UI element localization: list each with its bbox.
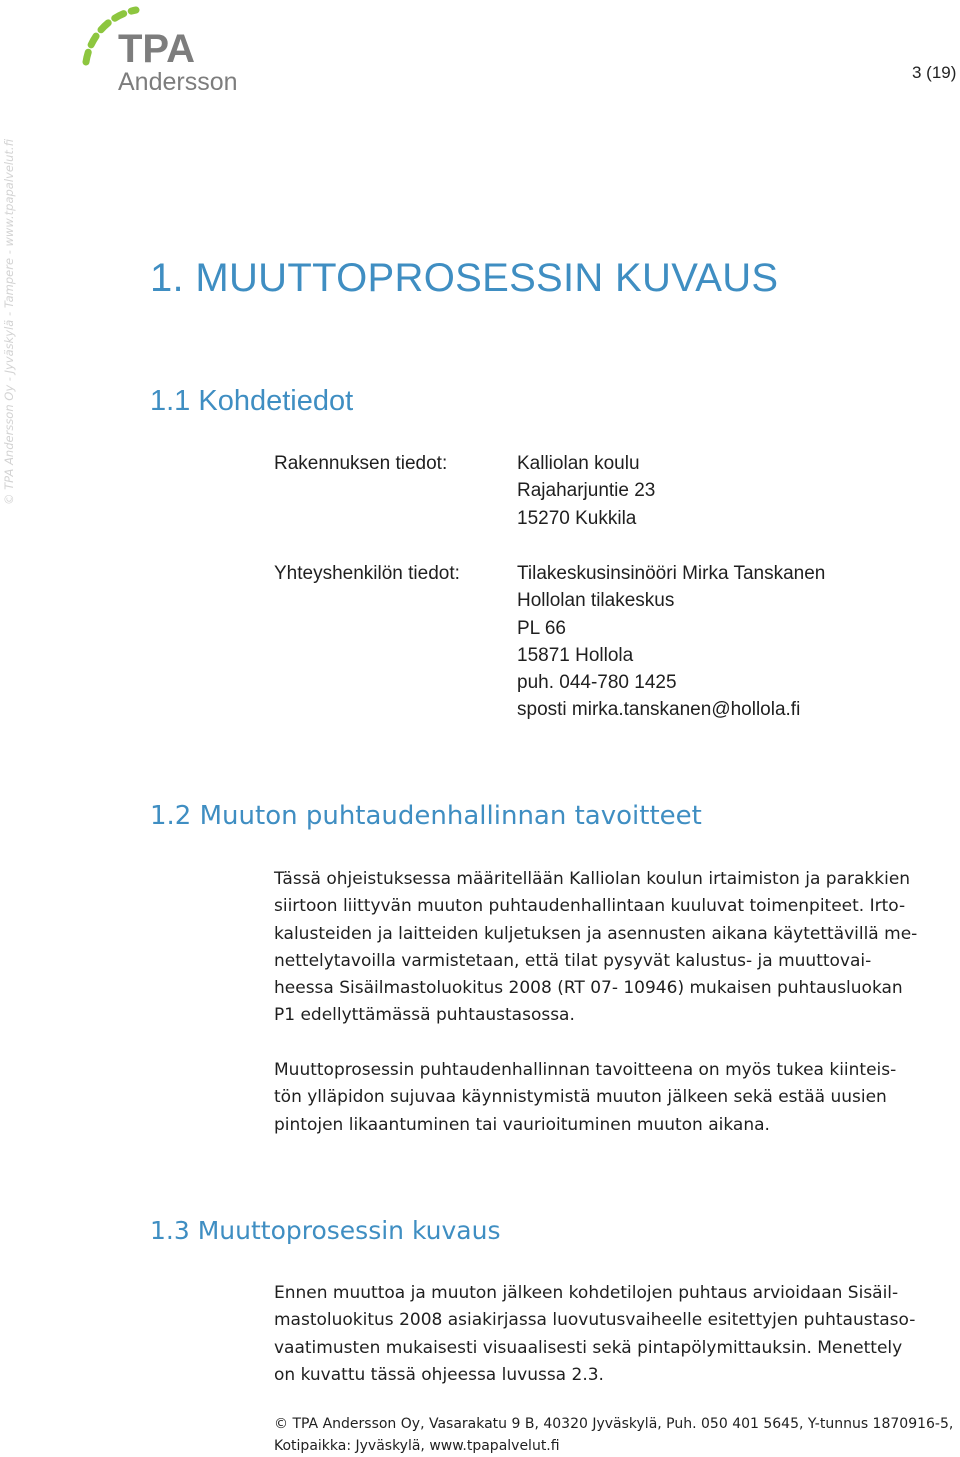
- page-number: 3 (19): [912, 63, 957, 82]
- paragraph-line: mastoluokitus 2008 asiakirjassa luovutusvaiheelle esitettyjen puhtaustaso-: [274, 1310, 916, 1331]
- paragraph-line: siirtoon liittyvän muuton puhtaudenhallintaan kuuluvat toimenpiteet. Irto-: [274, 896, 906, 917]
- paragraph-line: Muuttoprosessin puhtaudenhallinnan tavoitteena on myös tukea kiinteis-: [274, 1060, 897, 1080]
- building-info-line: 15270 Kukkila: [517, 507, 637, 529]
- contact-info-line: Hollolan tilakeskus: [517, 590, 675, 612]
- paragraph-line: P1 edellyttämässä puhtaustasossa.: [274, 1005, 575, 1026]
- section-1-3-heading: 1.3 Muuttoprosessin kuvaus: [150, 1216, 501, 1245]
- paragraph-line: tön ylläpidon sujuvaa käynnistymistä muuton jälkeen sekä estää uusien: [274, 1087, 887, 1108]
- goals-paragraph-1: [274, 866, 954, 1030]
- paragraph-line: Ennen muuttoa ja muuton jälkeen kohdetilojen puhtaus arvioidaan Sisäil-: [274, 1283, 899, 1303]
- footer-line-1: © TPA Andersson Oy, Vasarakatu 9 B, 40320 Jyväskylä, Puh. 050 401 5645, Y-tunnus 1870916-5,: [274, 1416, 954, 1432]
- contact-info-label: Yhteyshenkilön tiedot:: [274, 563, 460, 584]
- section-1-2-heading: 1.2 Muuton puhtaudenhallinnan tavoitteet: [150, 801, 702, 831]
- side-watermark: © TPA Andersson Oy - Jyväskylä - Tampere - www.tpapalvelut.fi: [2, 138, 16, 505]
- logo-tpa-text: TPA: [118, 27, 196, 71]
- paragraph-line: kalusteiden ja laitteiden kuljetuksen ja asennusten aikana käytettävillä me-: [274, 923, 918, 944]
- building-info-label: Rakennuksen tiedot:: [274, 453, 448, 474]
- contact-email-line: sposti mirka.tanskanen@hollola.fi: [517, 699, 801, 721]
- footer-line-2: Kotipaikka: Jyväskylä, www.tpapalvelut.fi: [274, 1438, 560, 1454]
- process-paragraph: [274, 1280, 954, 1389]
- paragraph-line: pintojen likaantuminen tai vaurioituminen muuton aikana.: [274, 1114, 770, 1135]
- paragraph-line: nettelytavoilla varmistetaan, että tilat pysyvät kalustus- ja muuttovai-: [274, 950, 872, 971]
- building-info-line: Kalliolan koulu: [517, 453, 640, 474]
- section-1-heading: 1. MUUTTOPROSESSIN KUVAUS: [150, 256, 779, 300]
- contact-info-list: [517, 560, 825, 724]
- paragraph-line: Tässä ohjeistuksessa määritellään Kalliolan koulun irtaimiston ja parakkien: [274, 869, 911, 889]
- contact-info-line: PL 66: [517, 617, 566, 639]
- goals-paragraph-2: [274, 1057, 954, 1139]
- contact-info-line: 15871 Hollola: [517, 644, 634, 666]
- page-footer: [274, 1413, 954, 1457]
- building-info-list: [517, 450, 655, 532]
- paragraph-line: vaatimusten mukaisesti visuaalisesti sekä pintapölymittauksin. Menettely: [274, 1337, 903, 1358]
- company-logo: [74, 4, 244, 94]
- logo-arc-icon: [74, 4, 244, 94]
- paragraph-line: on kuvattu tässä ohjeessa luvussa 2.3.: [274, 1364, 604, 1385]
- section-1-1-heading: 1.1 Kohdetiedot: [150, 385, 354, 417]
- contact-info-line: puh. 044-780 1425: [517, 672, 677, 694]
- building-info-line: Rajaharjuntie 23: [517, 480, 656, 502]
- logo-andersson-text: Andersson: [118, 68, 238, 94]
- paragraph-line: heessa Sisäilmastoluokitus 2008 (RT 07- 10946) mukaisen puhtausluokan: [274, 978, 903, 999]
- contact-info-line: Tilakeskusinsinööri Mirka Tanskanen: [517, 563, 826, 584]
